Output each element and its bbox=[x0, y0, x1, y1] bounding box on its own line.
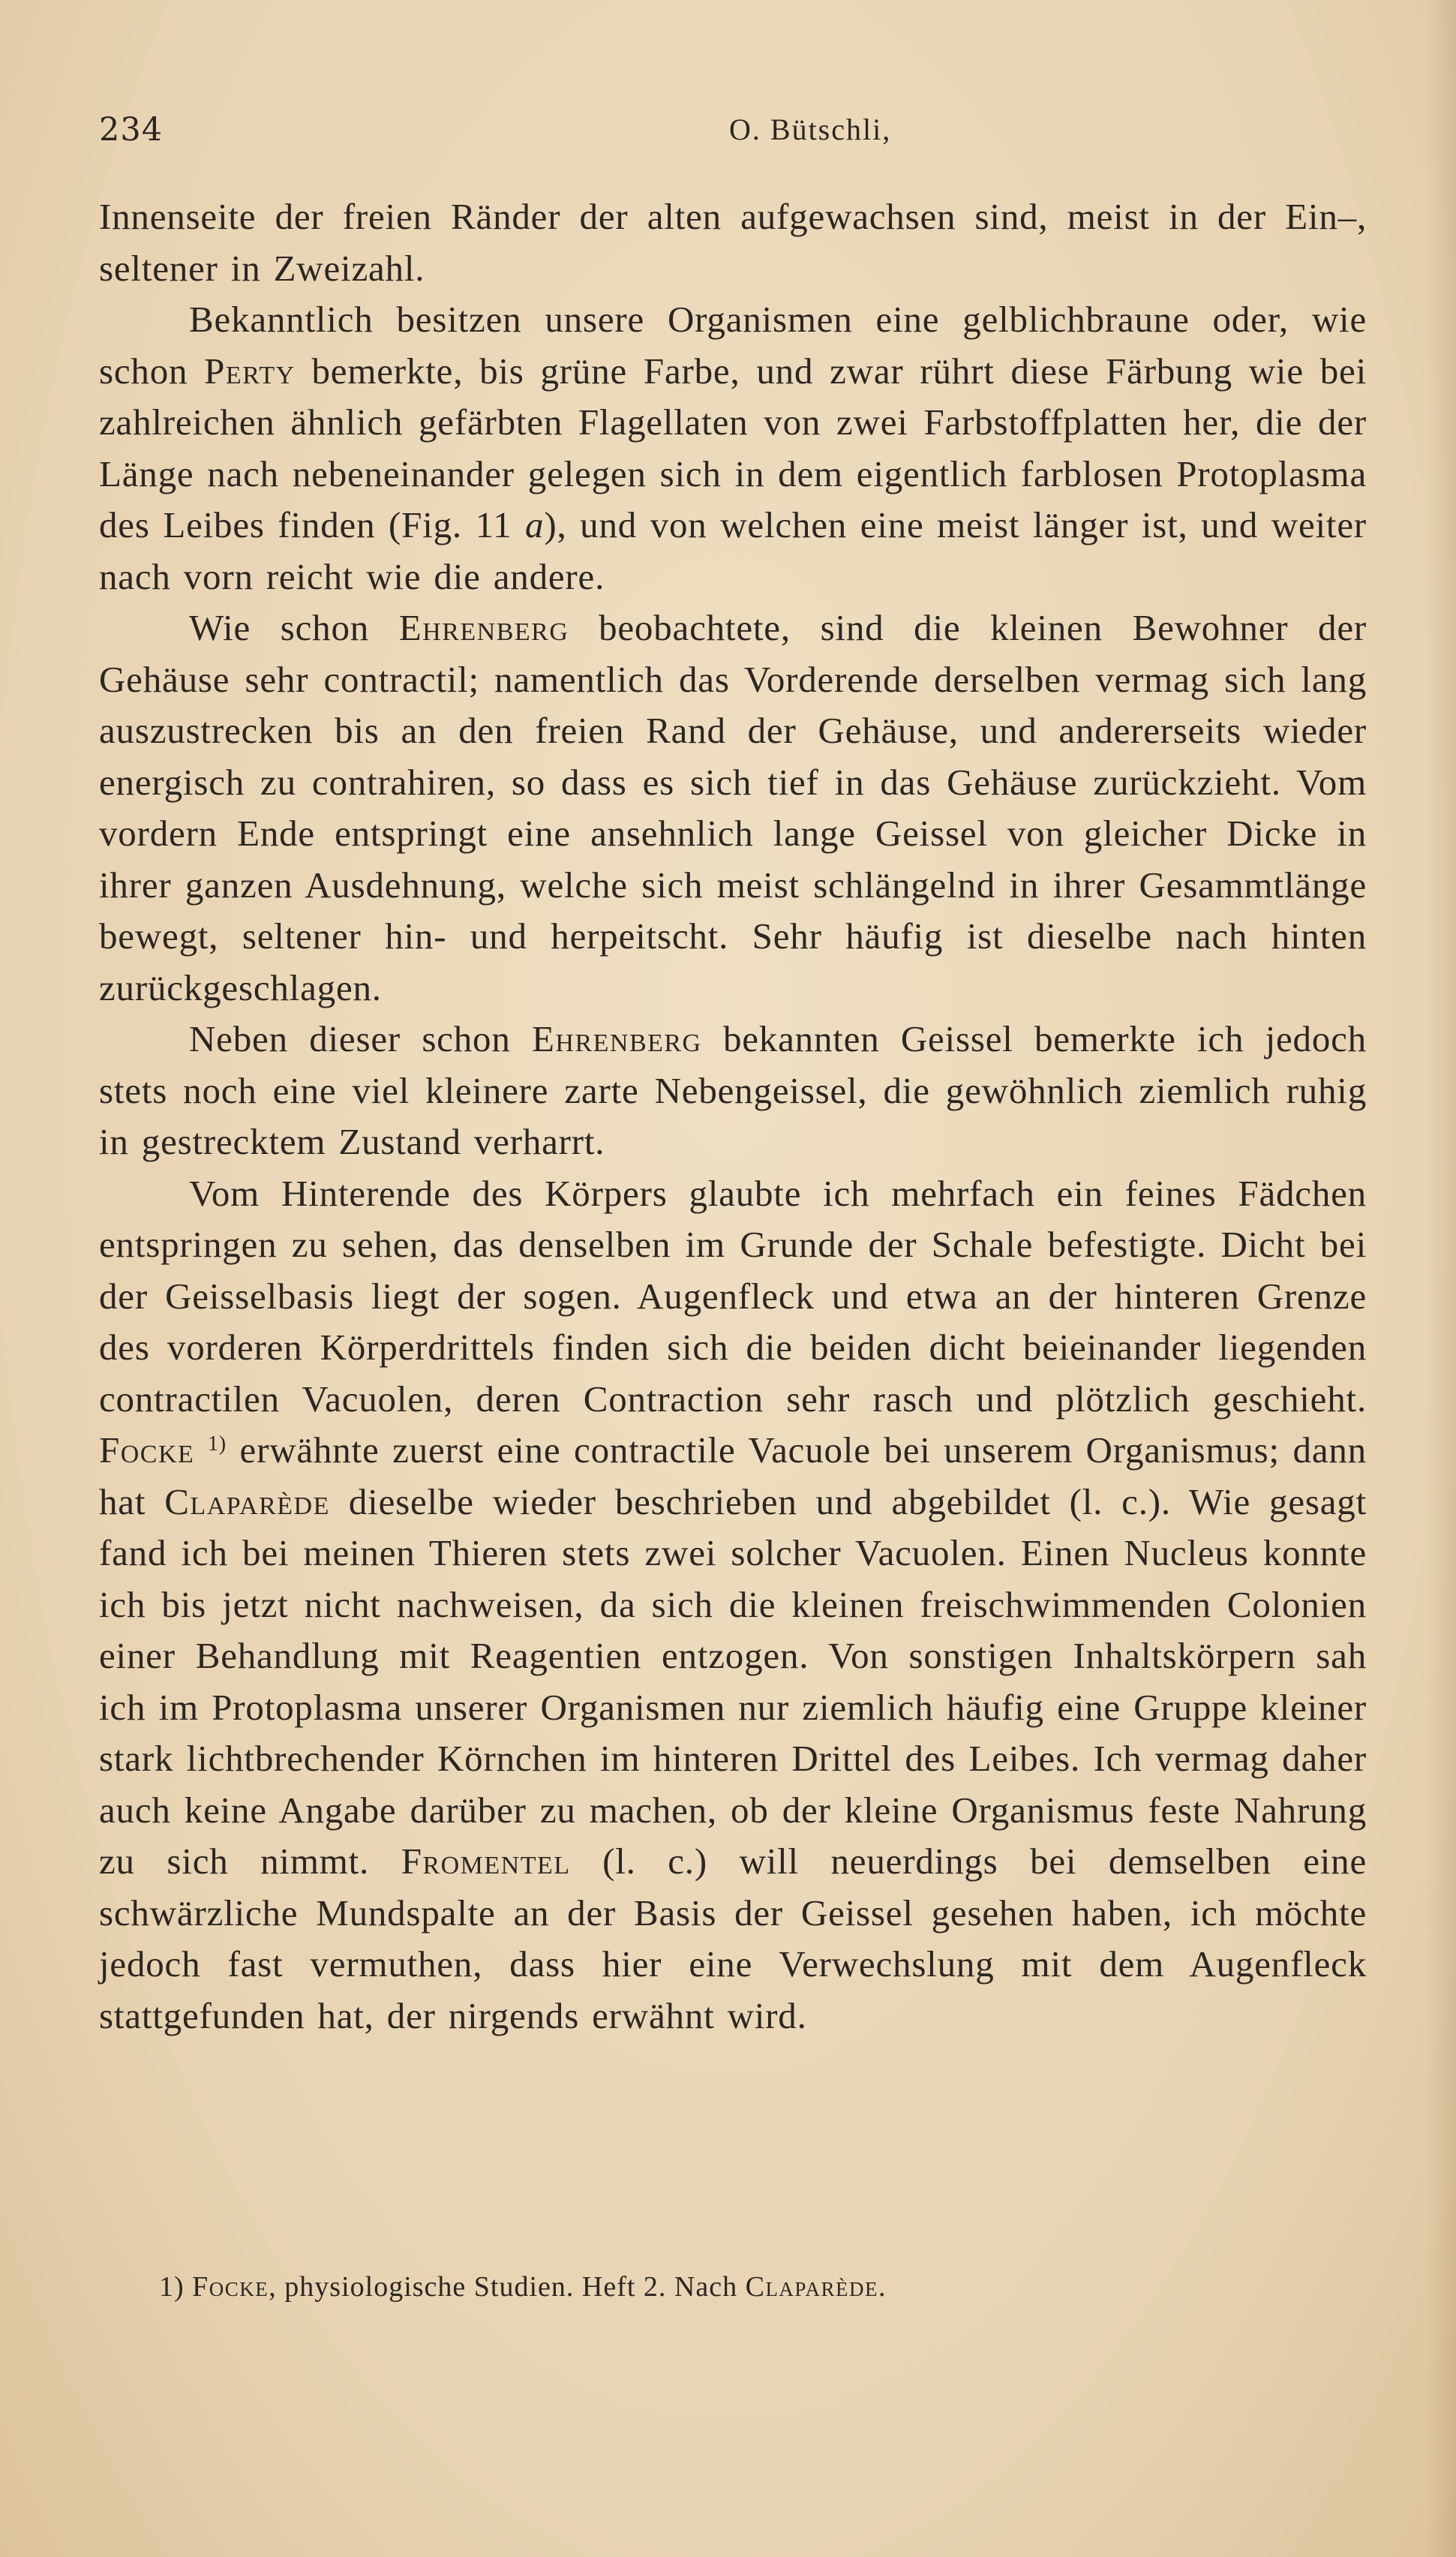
paragraph bbox=[99, 1168, 1367, 2042]
text-run: (l. c.) will neuerdings bei demselben eine schwärzliche Mundspalte an der Basis der Geissel gesehen haben, ich möchte jedoch fast vermuthen, dass hier eine Verwechslung mit dem Augenfleck stattgefunden hat, der nirgends erwähnt wird. bbox=[99, 1840, 1367, 2036]
text-run: dieselbe wieder beschrieben und abgebildet (l. c.). Wie gesagt fand ich bei meinen Thieren stets zwei solcher Vacuolen. Einen Nucleus konnte ich bis jetzt nicht nachweisen, da sich die kleinen freischwimmenden Colonien einer Behandlung mit Reagentien entzogen. Von sonstigen Inhaltskörpern sah ich im Protoplasma unserer Organismen nur ziemlich häufig eine Gruppe kleiner stark lichtbrechender Körnchen im hinteren Drittel des Leibes. Ich vermag daher auch keine Angabe darüber zu machen, ob der kleine Organismus feste Nahrung zu sich nimmt. bbox=[99, 1480, 1367, 1882]
author-name: Ehrenberg bbox=[398, 607, 569, 648]
text-run: beobachtete, sind die kleinen Bewohner der Gehäuse sehr contractil; namentlich das Vorderende derselben vermag sich lang auszustrecken bis an den freien Rand der Gehäuse, und andererseits wieder energisch zu contrahiren, so dass es sich tief in das Gehäuse zurückzieht. Vom vordern Ende entspringt eine ansehnlich lange Geissel von gleicher Dicke in ihrer ganzen Ausdehnung, welche sich meist schlängelnd in ihrer Gesammtlänge bewegt, seltener hin- und herpeitscht. Sehr häufig ist dieselbe nach hinten zurückgeschlagen. bbox=[99, 607, 1367, 1008]
running-head: O. Bütschli, bbox=[729, 113, 892, 146]
text-run: ), und von welchen eine meist länger ist, und weiter nach vorn reicht wie die andere. bbox=[99, 504, 1367, 597]
text-run: bekannten Geissel bemerkte ich jedoch stets noch eine viel kleinere zarte Nebengeissel, die gewöhnlich ziemlich ruhig in gestrecktem Zustand verharrt. bbox=[99, 1018, 1367, 1162]
footnote-marker: 1) bbox=[207, 1432, 227, 1456]
text-run: Vom Hinterende des Körpers glaubte ich mehrfach ein feines Fädchen entspringen zu sehen, das denselben im Grunde der Schale befestigte. Dicht bei der Geisselbasis liegt der sogen. Augenfleck und etwa an der hinteren Grenze des vorderen Körperdrittels finden sich die beiden dicht beieinander liegenden contractilen Vacuolen, deren Contraction sehr rasch und plötzlich geschieht. bbox=[99, 1172, 1367, 1420]
text-run: . bbox=[878, 2271, 887, 2303]
text-run bbox=[194, 1429, 208, 1471]
author-name: Perty bbox=[204, 350, 296, 392]
text-run: Neben dieser schon bbox=[189, 1018, 532, 1059]
footnote bbox=[159, 2266, 1359, 2308]
text-run: Bekanntlich besitzen unsere Organismen eine gelblichbraune oder, wie schon bbox=[99, 299, 1367, 392]
paragraph bbox=[99, 602, 1367, 1014]
author-name: Fromentel bbox=[401, 1840, 571, 1882]
author-name: Focke bbox=[99, 1429, 195, 1471]
paragraph bbox=[99, 294, 1367, 602]
text-run: Innenseite der freien Ränder der alten aufgewachsen sind, meist in der Ein–, seltener in Zweizahl. bbox=[99, 196, 1367, 289]
text-run: 1) bbox=[159, 2271, 193, 2303]
text-run: , physiologische Studien. Heft 2. Nach bbox=[269, 2271, 746, 2303]
paragraph bbox=[99, 191, 1367, 294]
author-name: Claparède bbox=[164, 1480, 330, 1522]
author-name: Ehrenberg bbox=[531, 1018, 702, 1059]
paragraph bbox=[99, 1014, 1367, 1168]
author-name: Claparède bbox=[745, 2271, 878, 2303]
body-text bbox=[99, 191, 1367, 2042]
page-header bbox=[99, 107, 1367, 160]
author-name: Focke bbox=[192, 2271, 269, 2303]
text-run: Wie schon bbox=[189, 607, 399, 648]
text-run: erwähnte zuerst eine contractile Vacuole bei unserem Organismus; dann hat bbox=[99, 1429, 1367, 1522]
figure-label: a bbox=[525, 504, 545, 545]
page-edge-shadow bbox=[1426, 0, 1456, 2557]
page-number: 234 bbox=[99, 111, 164, 149]
text-run: bemerkte, bis grüne Farbe, und zwar rührt diese Färbung wie bei zahlreichen ähnlich gefärbten Flagellaten von zwei Farbstoffplatten her, die der Länge nach nebeneinander gelegen sich in dem eigentlich farblosen Protoplasma des Leibes finden (Fig. 11 bbox=[99, 350, 1367, 545]
